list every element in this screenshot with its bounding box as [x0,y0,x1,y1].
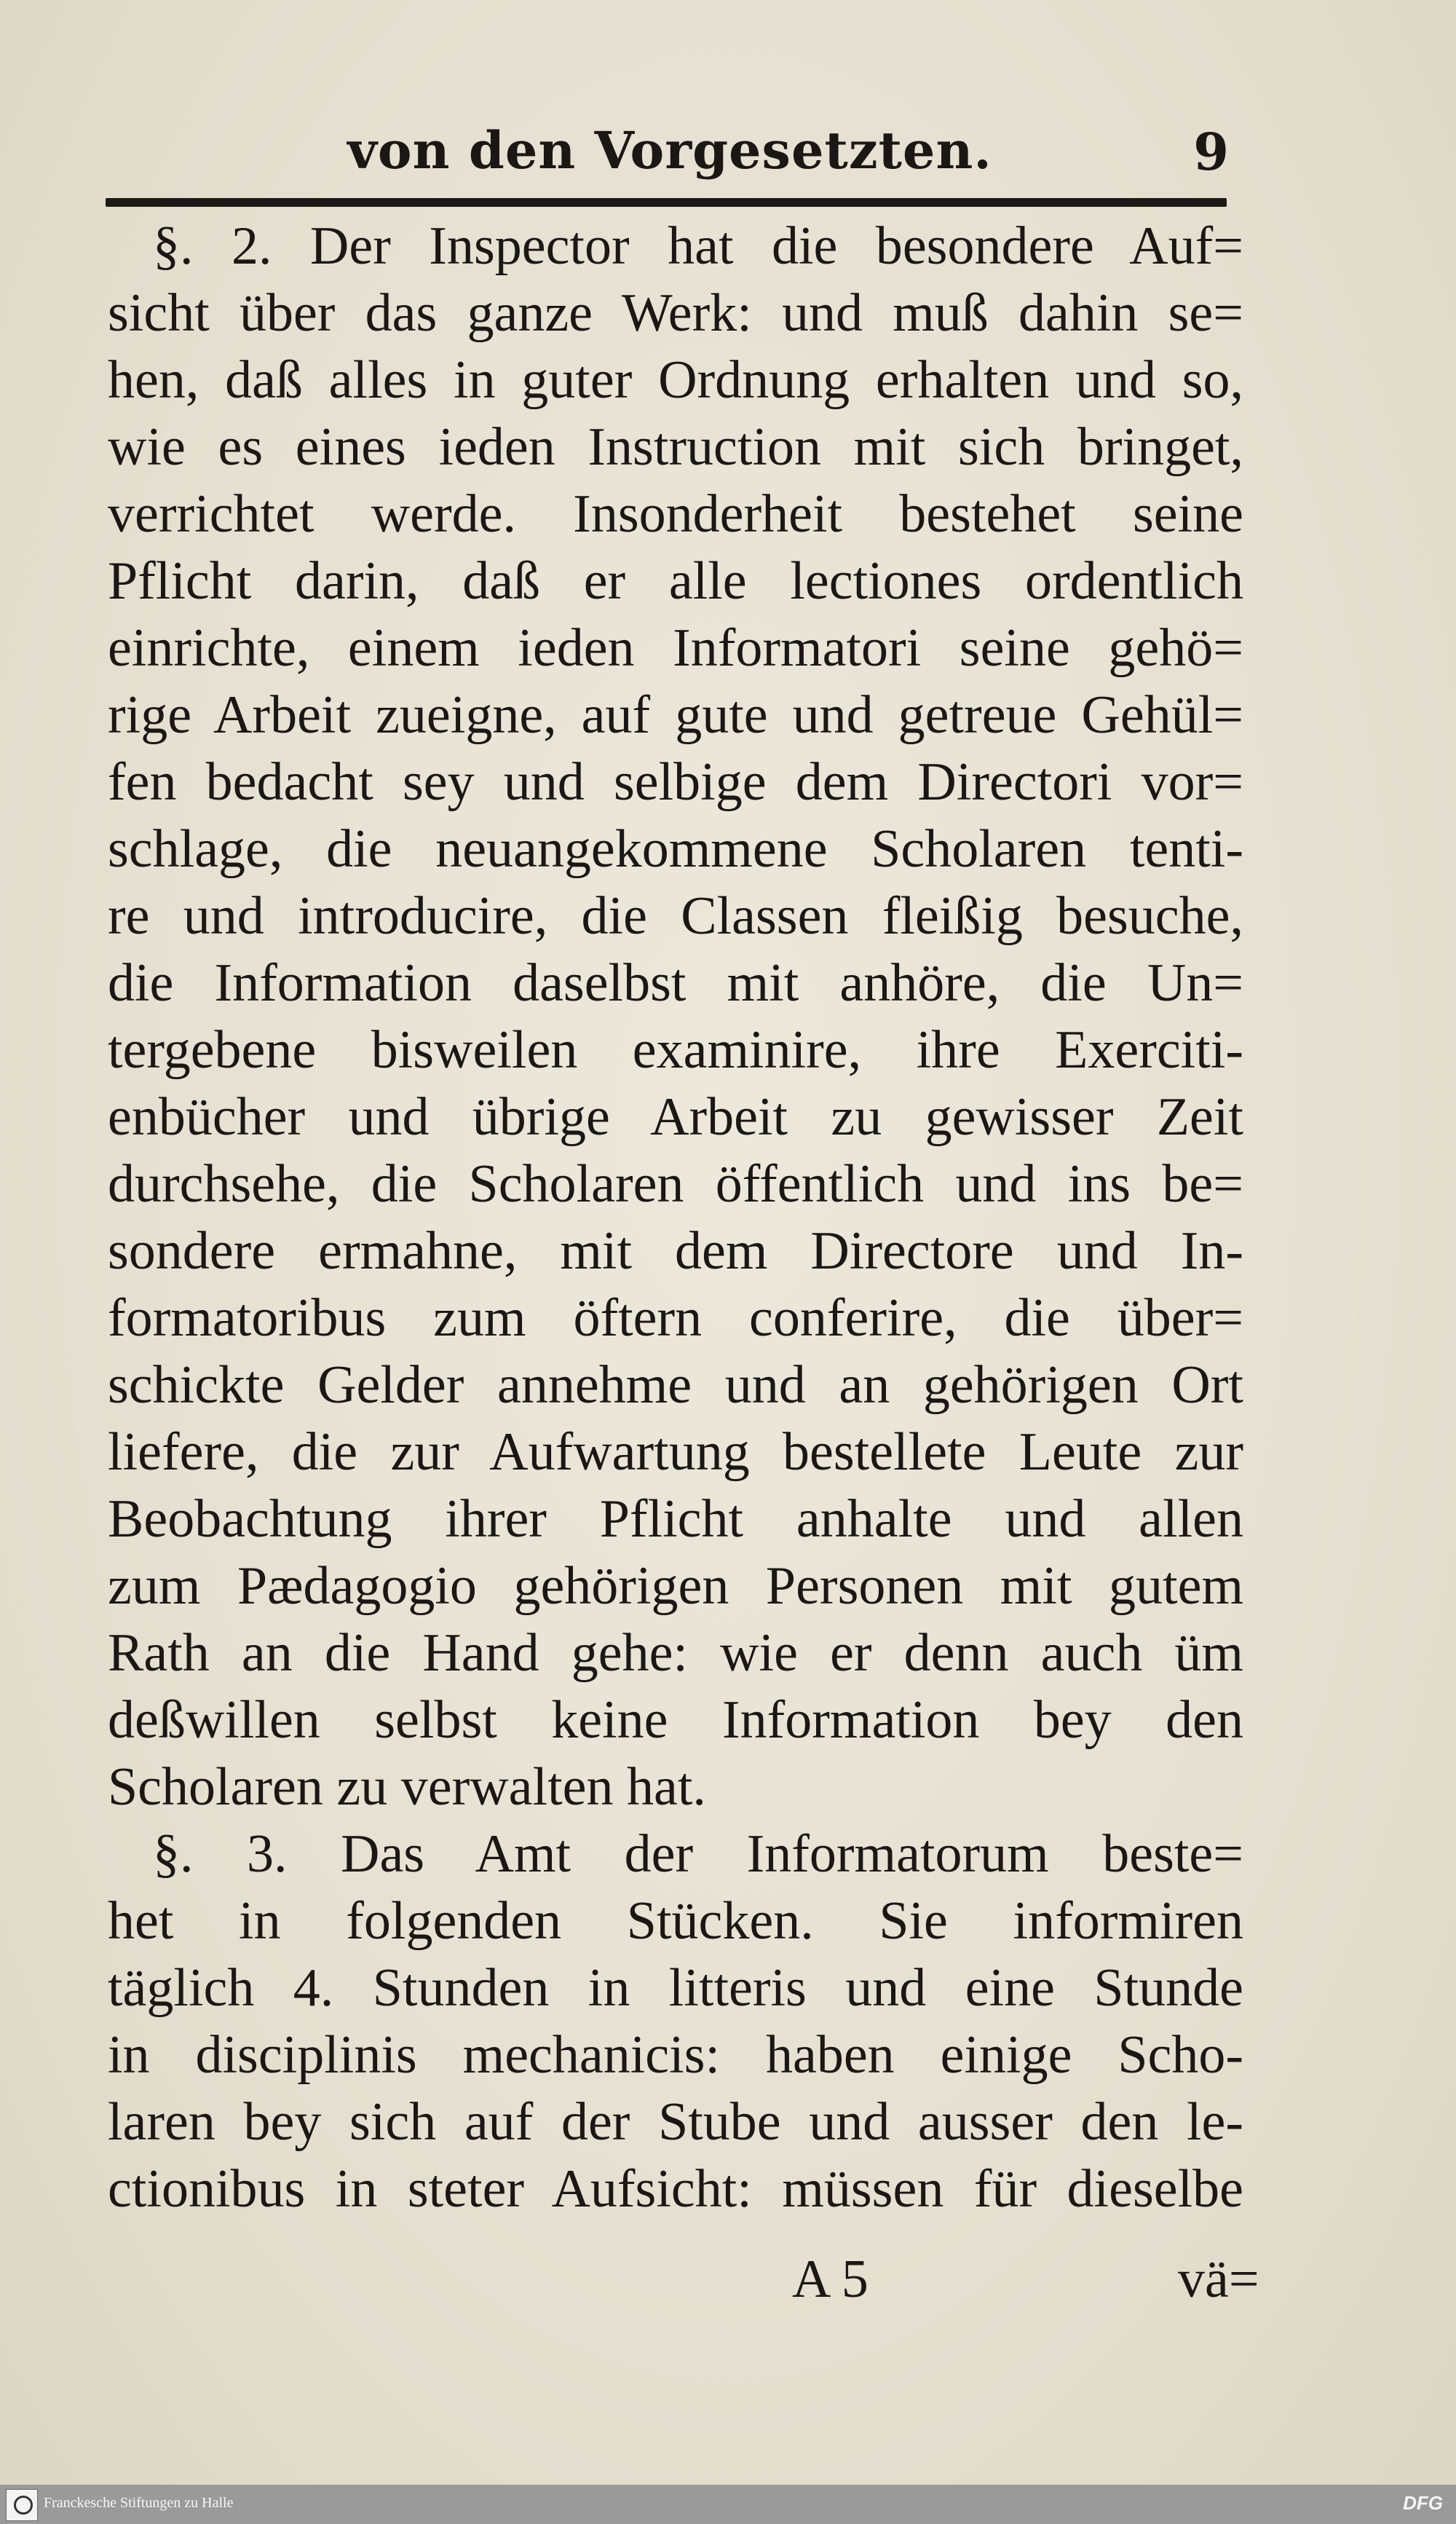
text-line: sicht über das ganze Werk: und muß dahin se= [108,283,1243,343]
text-line: Rath an die Hand gehe: wie er denn auch üm [108,1623,1243,1683]
header-rule [106,198,1227,207]
text-line: tergebene bisweilen examinire, ihre Exerciti- [108,1020,1243,1080]
text-line: hen, daß alles in guter Ordnung erhalten und so, [108,350,1243,410]
text-line: schickte Gelder annehme und an gehörigen Ort [108,1355,1243,1415]
running-head: von den Vorgesetzten. [347,120,992,181]
dfg-logo: DFG [1403,2492,1443,2514]
text-line: zum Pædagogio gehörigen Personen mit gutem [108,1556,1243,1616]
text-line: verrichtet werde. Insonderheit bestehet seine [108,484,1243,544]
text-line: ctionibus in steter Aufsicht: müssen für dieselbe [108,2159,1243,2219]
text-line: rige Arbeit zueigne, auf gute und getreue Gehül= [108,685,1243,745]
text-line: §. 2. Der Inspector hat die besondere Auf= [153,216,1243,276]
text-line: enbücher und übrige Arbeit zu gewisser Zeit [108,1087,1243,1147]
text-line: in disciplinis mechanicis: haben einige Scho- [108,2025,1243,2085]
source-label: Franckesche Stiftungen zu Halle [44,2495,234,2511]
text-line: schlage, die neuangekommene Scholaren tenti- [108,819,1243,879]
signature-mark: A 5 [792,2249,869,2309]
institution-logo-icon [6,2489,38,2521]
catchword: vä= [1178,2249,1259,2309]
text-line: fen bedacht sey und selbige dem Directori vor= [108,752,1243,812]
text-line: Scholaren zu verwalten hat. [108,1757,706,1817]
page-number: 9 [1193,122,1229,182]
text-line: re und introducire, die Classen fleißig besuche, [108,886,1243,946]
text-line: liefere, die zur Aufwartung bestellete Leute zur [108,1422,1243,1482]
page-header [102,120,1238,197]
text-line: durchsehe, die Scholaren öffentlich und ins be= [108,1154,1243,1214]
text-line: wie es eines ieden Instruction mit sich bringet, [108,417,1243,477]
text-line: deßwillen selbst keine Information bey den [108,1690,1243,1750]
viewer-footer-bar [0,2485,1456,2524]
text-line: einrichte, einem ieden Informatori seine gehö= [108,618,1243,678]
text-line: Beobachtung ihrer Pflicht anhalte und allen [108,1489,1243,1549]
text-line: het in folgenden Stücken. Sie informiren [108,1891,1243,1951]
text-line: formatoribus zum öftern conferire, die über= [108,1288,1243,1348]
text-line: Pflicht darin, daß er alle lectiones ordentlich [108,551,1243,611]
text-line: sondere ermahne, mit dem Directore und In- [108,1221,1243,1281]
text-line: laren bey sich auf der Stube und ausser den le- [108,2092,1243,2152]
text-line: täglich 4. Stunden in litteris und eine Stunde [108,1958,1243,2018]
text-line: die Information daselbst mit anhöre, die Un= [108,953,1243,1013]
body-text [108,213,1243,2223]
text-line: §. 3. Das Amt der Informatorum beste= [153,1824,1243,1884]
